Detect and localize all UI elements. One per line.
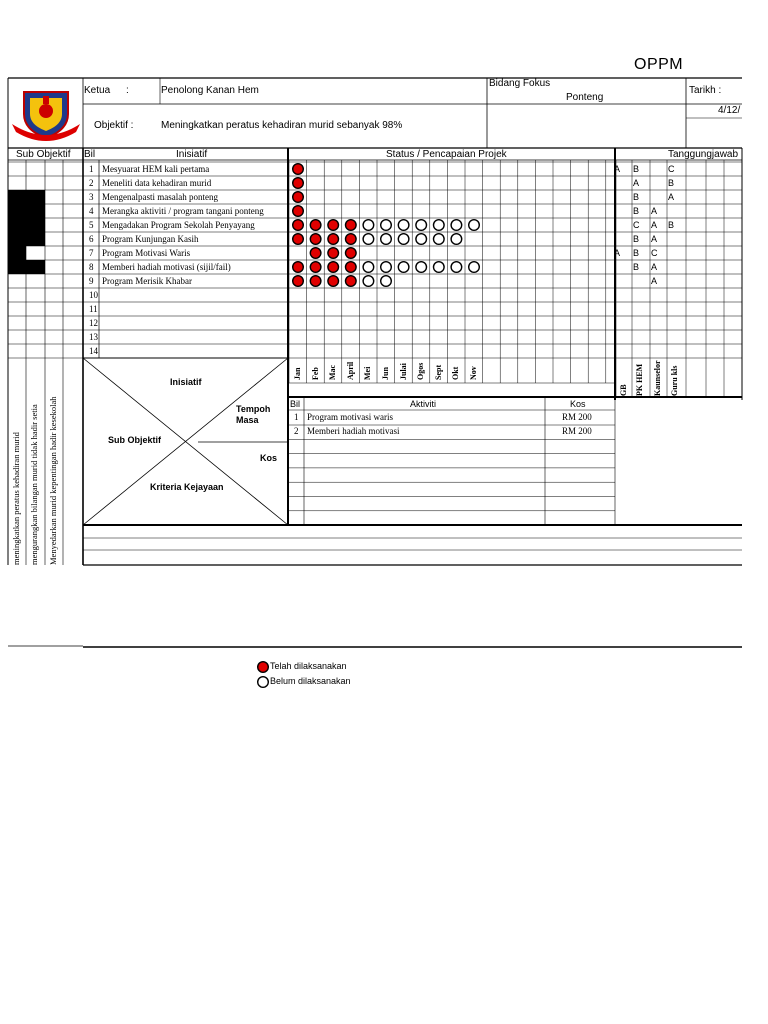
tanggungjawab-header: Tanggungjawab bbox=[668, 149, 739, 160]
row-number: 6 bbox=[89, 234, 94, 244]
bidang-fokus-value: Ponteng bbox=[566, 92, 604, 103]
diagram-kriteria: Kriteria Kejayaan bbox=[150, 482, 224, 492]
tarikh-label: Tarikh : bbox=[689, 85, 722, 96]
status-done-dot bbox=[293, 276, 304, 287]
responsibility-mark: B bbox=[668, 178, 675, 188]
initiative-label: Meneliti data kehadiran murid bbox=[102, 178, 212, 188]
page-title: OPPM bbox=[634, 56, 684, 73]
status-pending-dot bbox=[381, 234, 392, 245]
activity-number: 2 bbox=[294, 426, 299, 437]
row-number: 5 bbox=[89, 220, 94, 230]
activity-number: 1 bbox=[294, 412, 299, 422]
legend-done-dot bbox=[258, 662, 269, 673]
status-pending-dot bbox=[363, 262, 374, 273]
row-number: 13 bbox=[89, 332, 98, 342]
sub-objektif-shade-cell bbox=[8, 190, 26, 204]
responsibility-mark: B bbox=[633, 262, 640, 272]
status-pending-dot bbox=[451, 234, 462, 245]
row-number: 3 bbox=[89, 192, 94, 202]
status-done-dot bbox=[293, 206, 304, 217]
status-done-dot bbox=[328, 220, 339, 231]
row-number: 4 bbox=[89, 206, 94, 216]
responsibility-person-label: GB bbox=[619, 384, 628, 396]
initiative-label: Mengadakan Program Sekolah Penyayang bbox=[102, 220, 255, 230]
responsibility-mark: C bbox=[651, 248, 658, 258]
month-label: Julai bbox=[398, 363, 408, 380]
row-number: 8 bbox=[89, 262, 94, 272]
status-pending-dot bbox=[434, 220, 445, 231]
responsibility-mark: A bbox=[614, 248, 621, 258]
responsibility-mark: A bbox=[651, 276, 658, 286]
month-label: Mac bbox=[328, 364, 338, 380]
row-number: 10 bbox=[89, 290, 98, 300]
row-number: 14 bbox=[89, 346, 98, 356]
status-pending-dot bbox=[381, 262, 392, 273]
tarikh-value: 4/12/ bbox=[718, 105, 741, 116]
status-pending-dot bbox=[363, 220, 374, 231]
objektif-value: Meningkatkan peratus kehadiran murid sebanyak 98% bbox=[161, 120, 403, 131]
sub-objektif-shade-cell bbox=[26, 232, 45, 246]
diagram-sub-objektif: Sub Objektif bbox=[108, 435, 162, 445]
objektif-label: Objektif : bbox=[94, 120, 134, 131]
responsibility-mark: A bbox=[633, 178, 640, 188]
responsibility-mark: B bbox=[633, 248, 640, 258]
responsibility-mark: B bbox=[633, 206, 640, 216]
status-done-dot bbox=[293, 220, 304, 231]
legend-label: Belum dilaksanakan bbox=[270, 676, 351, 686]
status-done-dot bbox=[310, 262, 321, 273]
responsibility-mark: C bbox=[633, 220, 640, 230]
sub-objective-text: mengurangkan bilangan murid tidak hadir setia bbox=[29, 404, 39, 565]
sub-objektif-shade-cell bbox=[26, 204, 45, 218]
status-pending-dot bbox=[469, 262, 480, 273]
status-pending-dot bbox=[398, 234, 409, 245]
status-pending-dot bbox=[416, 234, 427, 245]
responsibility-mark: A bbox=[614, 164, 621, 174]
status-done-dot bbox=[328, 262, 339, 273]
initiative-label: Merangka aktiviti / program tangani ponteng bbox=[102, 206, 264, 216]
status-done-dot bbox=[293, 192, 304, 203]
sub-objektif-shade-cell bbox=[8, 204, 26, 218]
month-label: Mei bbox=[363, 366, 373, 380]
initiative-label: Program Kunjungan Kasih bbox=[102, 234, 199, 244]
sub-objektif-shade-cell bbox=[8, 260, 26, 274]
sub-objektif-shade-cell bbox=[8, 232, 26, 246]
month-label: Nov bbox=[469, 366, 478, 380]
row-number: 1 bbox=[89, 164, 94, 174]
responsibility-mark: B bbox=[633, 192, 640, 202]
sub-objektif-shade-cell bbox=[26, 190, 45, 204]
status-done-dot bbox=[310, 234, 321, 245]
sub-objektif-shade-cell bbox=[26, 260, 45, 274]
status-done-dot bbox=[293, 234, 304, 245]
status-done-dot bbox=[346, 262, 357, 273]
status-pending-dot bbox=[398, 262, 409, 273]
sub-objektif-shade-cell bbox=[26, 218, 45, 232]
ketua-label: Ketua bbox=[84, 85, 111, 96]
status-pending-dot bbox=[434, 234, 445, 245]
initiative-label: Program Motivasi Waris bbox=[102, 248, 191, 258]
activity-kos-header: Kos bbox=[570, 399, 586, 409]
initiative-label: Mengenalpasti masalah ponteng bbox=[102, 192, 218, 202]
ketua-colon: : bbox=[126, 85, 129, 96]
responsibility-mark: B bbox=[633, 234, 640, 244]
status-header: Status / Pencapaian Projek bbox=[386, 149, 507, 160]
responsibility-person-label: Kaunselor bbox=[653, 360, 662, 396]
status-pending-dot bbox=[434, 262, 445, 273]
month-label: Jan bbox=[293, 367, 302, 380]
responsibility-mark: C bbox=[668, 164, 675, 174]
status-done-dot bbox=[328, 248, 339, 259]
sub-objective-text: Menyedarkan murid kepentingan hadir kesekolah bbox=[48, 396, 58, 565]
activity-bil-header: Bil bbox=[290, 399, 301, 409]
activity-aktiviti-header: Aktiviti bbox=[410, 399, 437, 409]
status-done-dot bbox=[328, 234, 339, 245]
row-number: 9 bbox=[89, 276, 94, 286]
row-number: 12 bbox=[89, 318, 98, 328]
status-pending-dot bbox=[451, 220, 462, 231]
status-pending-dot bbox=[469, 220, 480, 231]
sub-objective-text: meningkatkan peratus kehadiran murid bbox=[11, 432, 21, 565]
responsibility-person-label: PK HEM bbox=[635, 363, 644, 396]
initiative-label: Mesyuarat HEM kali pertama bbox=[102, 164, 210, 174]
responsibility-mark: A bbox=[651, 206, 658, 216]
activity-name: Memberi hadiah motivasi bbox=[307, 426, 400, 437]
diagram-tempoh-masa: Tempoh Masa bbox=[236, 404, 271, 425]
status-done-dot bbox=[346, 220, 357, 231]
bil-header: Bil bbox=[84, 149, 96, 160]
status-done-dot bbox=[346, 248, 357, 259]
legend-pending-dot bbox=[258, 677, 269, 688]
responsibility-mark: B bbox=[633, 164, 640, 174]
month-label: Jun bbox=[381, 367, 390, 380]
inisiatif-header: Inisiatif bbox=[176, 149, 208, 160]
responsibility-mark: A bbox=[651, 262, 658, 272]
sub-objektif-header: Sub Objektif bbox=[16, 149, 71, 160]
activity-cost: RM 200 bbox=[562, 426, 592, 437]
activity-name: Program motivasi waris bbox=[307, 412, 393, 422]
legend-label: Telah dilaksanakan bbox=[270, 661, 347, 671]
status-done-dot bbox=[293, 178, 304, 189]
status-done-dot bbox=[310, 220, 321, 231]
ketua-value: Penolong Kanan Hem bbox=[161, 85, 259, 96]
sub-objektif-shade-cell bbox=[8, 218, 26, 232]
status-done-dot bbox=[346, 234, 357, 245]
month-label: Ogos bbox=[416, 362, 426, 380]
status-done-dot bbox=[346, 276, 357, 287]
status-pending-dot bbox=[363, 276, 374, 287]
row-number: 7 bbox=[89, 248, 94, 258]
status-done-dot bbox=[328, 276, 339, 287]
status-pending-dot bbox=[381, 220, 392, 231]
school-crest-logo bbox=[10, 84, 82, 144]
diagram-kos: Kos bbox=[260, 453, 278, 463]
status-pending-dot bbox=[363, 234, 374, 245]
status-done-dot bbox=[310, 276, 321, 287]
responsibility-mark: A bbox=[668, 192, 675, 202]
row-number: 2 bbox=[89, 178, 94, 188]
month-label: April bbox=[345, 361, 355, 380]
status-done-dot bbox=[310, 248, 321, 259]
status-done-dot bbox=[293, 164, 304, 175]
sub-objektif-shade-cell bbox=[8, 246, 26, 260]
row-number: 11 bbox=[89, 304, 98, 314]
bidang-fokus-label: Bidang Fokus bbox=[489, 78, 551, 89]
month-label: Feb bbox=[310, 367, 320, 380]
status-pending-dot bbox=[416, 262, 427, 273]
month-label: Okt bbox=[451, 366, 461, 380]
initiative-label: Memberi hadiah motivasi (sijil/fail) bbox=[102, 262, 231, 272]
responsibility-mark: A bbox=[651, 220, 658, 230]
responsibility-person-label: Guru kls bbox=[670, 365, 679, 396]
status-done-dot bbox=[293, 262, 304, 273]
status-pending-dot bbox=[416, 220, 427, 231]
responsibility-mark: B bbox=[668, 220, 675, 230]
initiative-label: Program Merisik Khabar bbox=[102, 276, 192, 286]
diagram-inisiatif: Inisiatif bbox=[170, 377, 202, 387]
responsibility-mark: A bbox=[651, 234, 658, 244]
month-label: Sept bbox=[433, 364, 443, 380]
status-pending-dot bbox=[381, 276, 392, 287]
status-pending-dot bbox=[398, 220, 409, 231]
activity-cost: RM 200 bbox=[562, 412, 592, 422]
status-pending-dot bbox=[451, 262, 462, 273]
